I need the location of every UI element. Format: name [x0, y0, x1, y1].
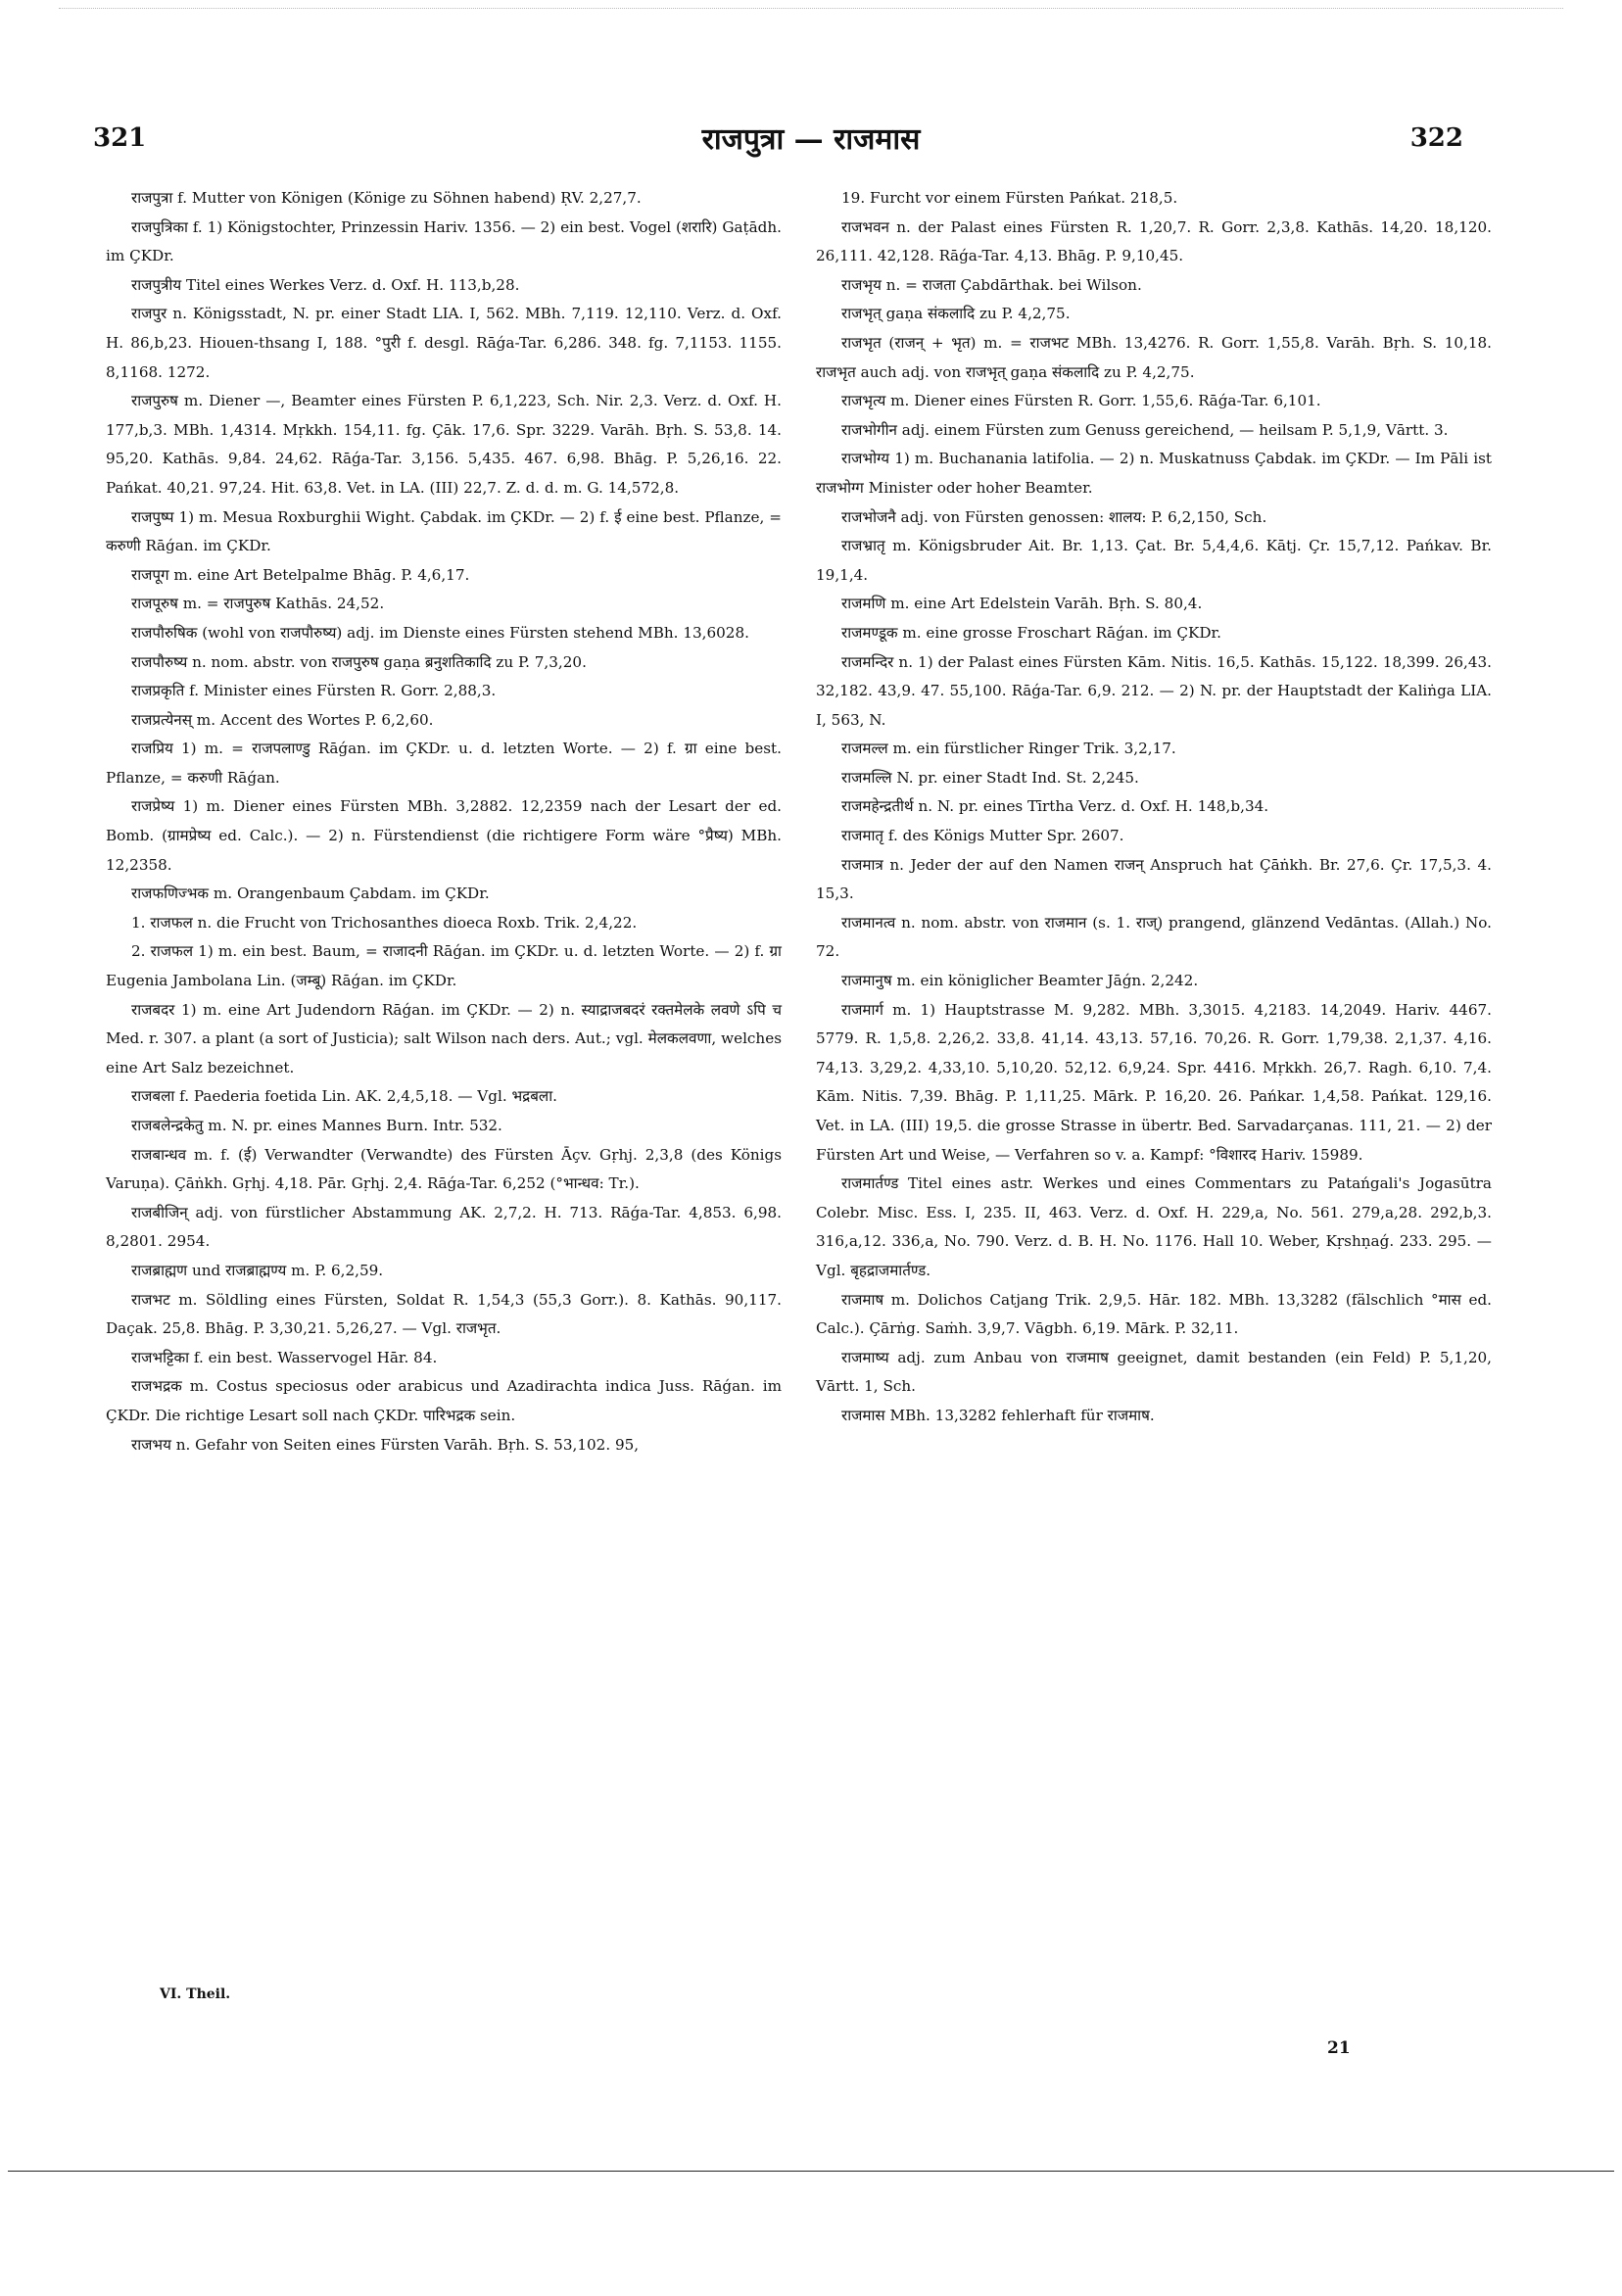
dictionary-entry: राजपुरुष m. Diener —, Beamter eines Fürsten P. 6,1,223, Sch. Nir. 2,3. Verz. d. Oxf. H. 177,b,3. MBh. 1,4314. Mṛkkh. 154,11. fg. Çāk. 17,6. Spr. 3229. Varāh. Bṛh. S. 53,8. 14. 95,20. Kathās. 9,84. 24,62. Rāǵa-Tar. 3,156. 5,435. 467. 6,98. Bhāg. P. 5,26,16. 22. Pańkat. 40,21. 97,24. Hit. 63,8. Vet. in LA. (III) 22,7. Z. d. d. m. G. 14,572,8. — [106, 392, 782, 497]
dictionary-entry: 2. राजफल 1) m. ein best. Baum, = राजादनी Rāǵan. im ÇKDr. u. d. letzten Worte. — 2) f. ग्रा Eugenia Jambolana Lin. (जम्बू) Rāǵan. im ÇKDr. — [106, 942, 782, 990]
dictionary-entry: राजप्रत्येनस् m. Accent des Wortes P. 6,2,60. — [131, 710, 434, 729]
dictionary-entry: राजभवन n. der Palast eines Fürsten R. 1,20,7. R. Gorr. 2,3,8. Kathās. 14,20. 18,120. 26,111. 42,128. Rāǵa-Tar. 4,13. Bhāg. P. 9,10,45. — [816, 217, 1492, 265]
signature-mark: 21 — [1327, 2038, 1351, 2058]
dictionary-entry: राजबान्धव m. f. (ई) Verwandter (Verwandte) des Fürsten Āçv. Gṛhj. 2,3,8 (des Königs Varuṇa). Çāṅkh. Gṛhj. 4,18. Pār. Gṛhj. 2,4. Rāǵa-Tar. 6,252 (°भान्धव: Tr.). — [106, 1145, 782, 1193]
dictionary-entry: राजभृत् gaṇa संकलादि zu P. 4,2,75. — [841, 305, 1071, 323]
dictionary-entry: राजमानुष m. ein königlicher Beamter Jāǵn. 2,242. — [841, 972, 1199, 990]
dictionary-entry: 1. राजफल n. die Frucht von Trichosanthes dioeca Roxb. Trik. 2,4,22. — [131, 913, 638, 932]
dictionary-entry: राजमानत्व n. nom. abstr. von राजमान (s. 1. राज्) prangend, glänzend Vedāntas. (Allah.) No. 72. — [816, 913, 1492, 961]
dictionary-entry: राजपौरुषिक (wohl von राजपौरुष्य) adj. im Dienste eines Fürsten stehend MBh. 13,6028. — [131, 623, 749, 642]
running-head: राजपुत्रा — राजमास — [701, 122, 921, 157]
top-rule — [59, 8, 1563, 9]
dictionary-entry: राजपुत्रीय Titel eines Werkes Verz. d. Oxf. H. 113,b,28. — [131, 275, 520, 294]
dictionary-entry: राजमण्डूक m. eine grosse Froschart Rāǵan. im ÇKDr. — [841, 623, 1221, 642]
dictionary-entry: राजपौरुष्य n. nom. abstr. von राजपुरुष gaṇa ब्रनुशतिकादि zu P. 7,3,20. — [131, 652, 587, 671]
dictionary-entry: राजबलेन्द्रकेतु m. N. pr. eines Mannes Burn. Intr. 532. — [131, 1117, 502, 1134]
dictionary-entry: राजमन्दिर n. 1) der Palast eines Fürsten Kām. Nitis. 16,5. Kathās. 15,122. 18,399. 26,43. 32,182. 43,9. 47. 55,100. Rāǵa-Tar. 6,9. 212. — 2) N. pr. der Hauptstadt der Kaliṅga LIA. I, 563, N. — [816, 652, 1492, 729]
dictionary-entry: राजभोग्य 1) m. Buchanania latifolia. — 2) n. Muskatnuss Çabdak. im ÇKDr. — Im Pāli ist राजभोग्ग Minister oder hoher Beamter. — [816, 450, 1492, 497]
dictionary-entry: राजमातृ f. des Königs Mutter Spr. 2607. — [841, 827, 1124, 845]
page-number-right: 322 — [1409, 123, 1463, 153]
dictionary-entry: राजपुत्रिका f. 1) Königstochter, Prinzessin Hariv. 1356. — 2) ein best. Vogel (शरारि) Gaṭādh. im ÇKDr. — [106, 217, 782, 265]
dictionary-entry: राजमात्र n. Jeder der auf den Namen राजन् Anspruch hat Çāṅkh. Br. 27,6. Çr. 17,5,3. 4. 15,3. — [816, 855, 1492, 903]
dictionary-entry: राजभट्टिका f. ein best. Wasservogel Hār. 84. — [131, 1348, 438, 1366]
dictionary-entry: राजफणिज्भक m. Orangenbaum Çabdam. im ÇKDr. — [131, 885, 490, 903]
dictionary-entry: राजभट m. Söldling eines Fürsten, Soldat R. 1,54,3 (55,3 Gorr.). 8. Kathās. 90,117. Daçak. 25,8. Bhāg. P. 3,30,21. 5,26,27. — Vgl. राजभृत. — [106, 1290, 782, 1338]
right-column — [816, 184, 1492, 1431]
volume-label: VI. Theil. — [160, 1986, 231, 2002]
dictionary-entry: राजभृय n. = राजता Çabdārthak. bei Wilson. — [841, 275, 1142, 294]
dictionary-entry: राजभय n. Gefahr von Seiten eines Fürsten Varāh. Bṛh. S. 53,102. 95, — [131, 1435, 640, 1454]
dictionary-entry: राजमल्लि N. pr. einer Stadt Ind. St. 2,245. — [841, 768, 1139, 787]
page-number-left: 321 — [93, 123, 147, 153]
dictionary-entry: राजभृत (राजन् + भृत) m. = राजभट MBh. 13,4276. R. Gorr. 1,55,8. Varāh. Bṛh. S. 10,18. राजभृत auch adj. von राजभृत् gaṇa संकलादि zu P. 4,2,75. — [816, 333, 1492, 381]
dictionary-entry: राजमाष्य adj. zum Anbau von राजमाष geeignet, damit bestanden (ein Feld) P. 5,1,20, Vārtt. 1, Sch. — [816, 1348, 1492, 1396]
bottom-rule — [8, 2171, 1614, 2172]
dictionary-entry: राजपुत्रा f. Mutter von Königen (Könige zu Söhnen habend) ṚV. 2,27,7. — [131, 189, 642, 207]
dictionary-entry: राजभ्रातृ m. Königsbruder Ait. Br. 1,13. Çat. Br. 5,4,4,6. Kātj. Çr. 15,7,12. Pańkav. Br. 19,1,4. — [816, 537, 1492, 584]
dictionary-entry: राजमार्ग m. 1) Hauptstrasse M. 9,282. MBh. 3,3015. 4,2183. 14,2049. Hariv. 4467. 5779. R. 1,5,8. 2,26,2. 33,8. 41,14. 43,13. 57,16. 70,26. R. Gorr. 1,79,38. 2,1,37. 4,16. 74,13. 3,29,2. 4,33,10. 5,10,20. 52,12. 6,9,24. Spr. 4416. Mṛkkh. 26,7. Ragh. 6,10. 7,4. Kām. Nitis. 7,39. Bhāg. P. 1,11,25. Mārk. P. 16,20. 26. Pańkar. 1,4,58. Pańkat. 129,16. Vet. in LA. (III) 19,5. die grosse Strasse in übertr. Bed. Sarvadarçanas. 111, 21. — 2) der Fürsten Art und Weise, — Verfahren so v. a. Kampf: °विशारद Hariv. 15989. — [816, 1000, 1492, 1164]
dictionary-entry: राजपूग m. eine Art Betelpalme Bhāg. P. 4,6,17. — [131, 565, 470, 584]
dictionary-entry: राजप्रेष्य 1) m. Diener eines Fürsten MBh. 3,2882. 12,2359 nach der Lesart der ed. Bomb. (ग्रामप्रेष्य ed. Calc.). — 2) n. Fürstendienst (die richtigere Form wäre °प्रैष्य) MBh. 12,2358. — [106, 797, 782, 874]
dictionary-entry: राजमास MBh. 13,3282 fehlerhaft für राजमाष. — [841, 1406, 1155, 1424]
dictionary-entry: राजपूरुष m. = राजपुरुष Kathās. 24,52. — [131, 595, 385, 613]
dictionary-entry: राजमणि m. eine Art Edelstein Varāh. Bṛh. S. 80,4. — [841, 595, 1203, 613]
dictionary-entry: राजभोगीन adj. einem Fürsten zum Genuss gereichend, — heilsam P. 5,1,9, Vārtt. 3. — [841, 420, 1449, 439]
dictionary-entry: राजभोजनै adj. von Fürsten genossen: शालय: P. 6,2,150, Sch. — [841, 507, 1267, 526]
dictionary-entry: राजबीजिन् adj. von fürstlicher Abstammung AK. 2,7,2. H. 713. Rāǵa-Tar. 4,853. 6,98. 8,2801. 2954. — [106, 1203, 782, 1251]
dictionary-entry: राजबदर 1) m. eine Art Judendorn Rāǵan. im ÇKDr. — 2) n. स्याद्राजबदरं रक्तमेलके लवणे ऽपि च Med. r. 307. a plant (a sort of Justicia); salt Wilson nach ders. Aut.; vgl. मेलकलवणा, welches eine Art Salz bezeichnet. — [106, 1000, 782, 1076]
dictionary-entry: राजप्रिय 1) m. = राजपलाण्डु Rāǵan. im ÇKDr. u. d. letzten Worte. — 2) f. ग्रा eine best. Pflanze, = करुणी Rāǵan. — [106, 740, 782, 787]
left-column — [106, 184, 782, 1459]
dictionary-entry: राजबला f. Paederia foetida Lin. AK. 2,4,5,18. — Vgl. भद्रबला. — [131, 1087, 557, 1106]
dictionary-entry: राजपुर n. Königsstadt, N. pr. einer Stadt LIA. I, 562. MBh. 7,119. 12,110. Verz. d. Oxf. H. 86,b,23. Hiouen-thsang I, 188. °पुरी f. desgl. Rāǵa-Tar. 6,286. 348. fg. 7,1153. 1155. 8,1168. 1272. — [106, 305, 782, 381]
dictionary-entry: राजमाष m. Dolichos Catjang Trik. 2,9,5. Hār. 182. MBh. 13,3282 (fälschlich °मास ed. Calc.). Çārṅg. Saṁh. 3,9,7. Vāgbh. 6,19. Mārk. P. 32,11. — [816, 1290, 1492, 1338]
dictionary-entry: राजमहेन्द्रतीर्थ n. N. pr. eines Tīrtha Verz. d. Oxf. H. 148,b,34. — [841, 797, 1269, 816]
dictionary-entry: राजमल्ल m. ein fürstlicher Ringer Trik. 3,2,17. — [841, 740, 1176, 758]
dictionary-entry: राजभद्रक m. Costus speciosus oder arabicus und Azadirachta indica Juss. Rāǵan. im ÇKDr. Die richtige Lesart soll nach ÇKDr. पारिभद्रक sein. — [106, 1377, 782, 1424]
dictionary-entry: राजपुष्प 1) m. Mesua Roxburghii Wight. Çabdak. im ÇKDr. — 2) f. ई eine best. Pflanze, = करुणी Rāǵan. im ÇKDr. — [106, 507, 782, 555]
dictionary-entry: राजप्रकृति f. Minister eines Fürsten R. Gorr. 2,88,3. — [131, 682, 497, 700]
dictionary-entry: राजमार्तण्ड Titel eines astr. Werkes und eines Commentars zu Patańgali's Jogasūtra Colebr. Misc. Ess. I, 235. II, 463. Verz. d. Oxf. H. 229,a, No. 561. 279,a,28. 292,b,3. 316,a,12. 336,a, No. 790. Verz. d. B. H. No. 1176. Hall 10. Weber, Kṛshṇaǵ. 233. 295. — Vgl. बृहद्राजमार्तण्ड. — [816, 1174, 1492, 1279]
dictionary-entry: राजभृत्य m. Diener eines Fürsten R. Gorr. 1,55,6. Rāǵa-Tar. 6,101. — [841, 392, 1321, 410]
dictionary-entry: 19. Furcht vor einem Fürsten Pańkat. 218,5. — [841, 189, 1178, 207]
dictionary-entry: राजब्राह्मण und राजब्राह्मण्य m. P. 6,2,59. — [131, 1261, 384, 1279]
